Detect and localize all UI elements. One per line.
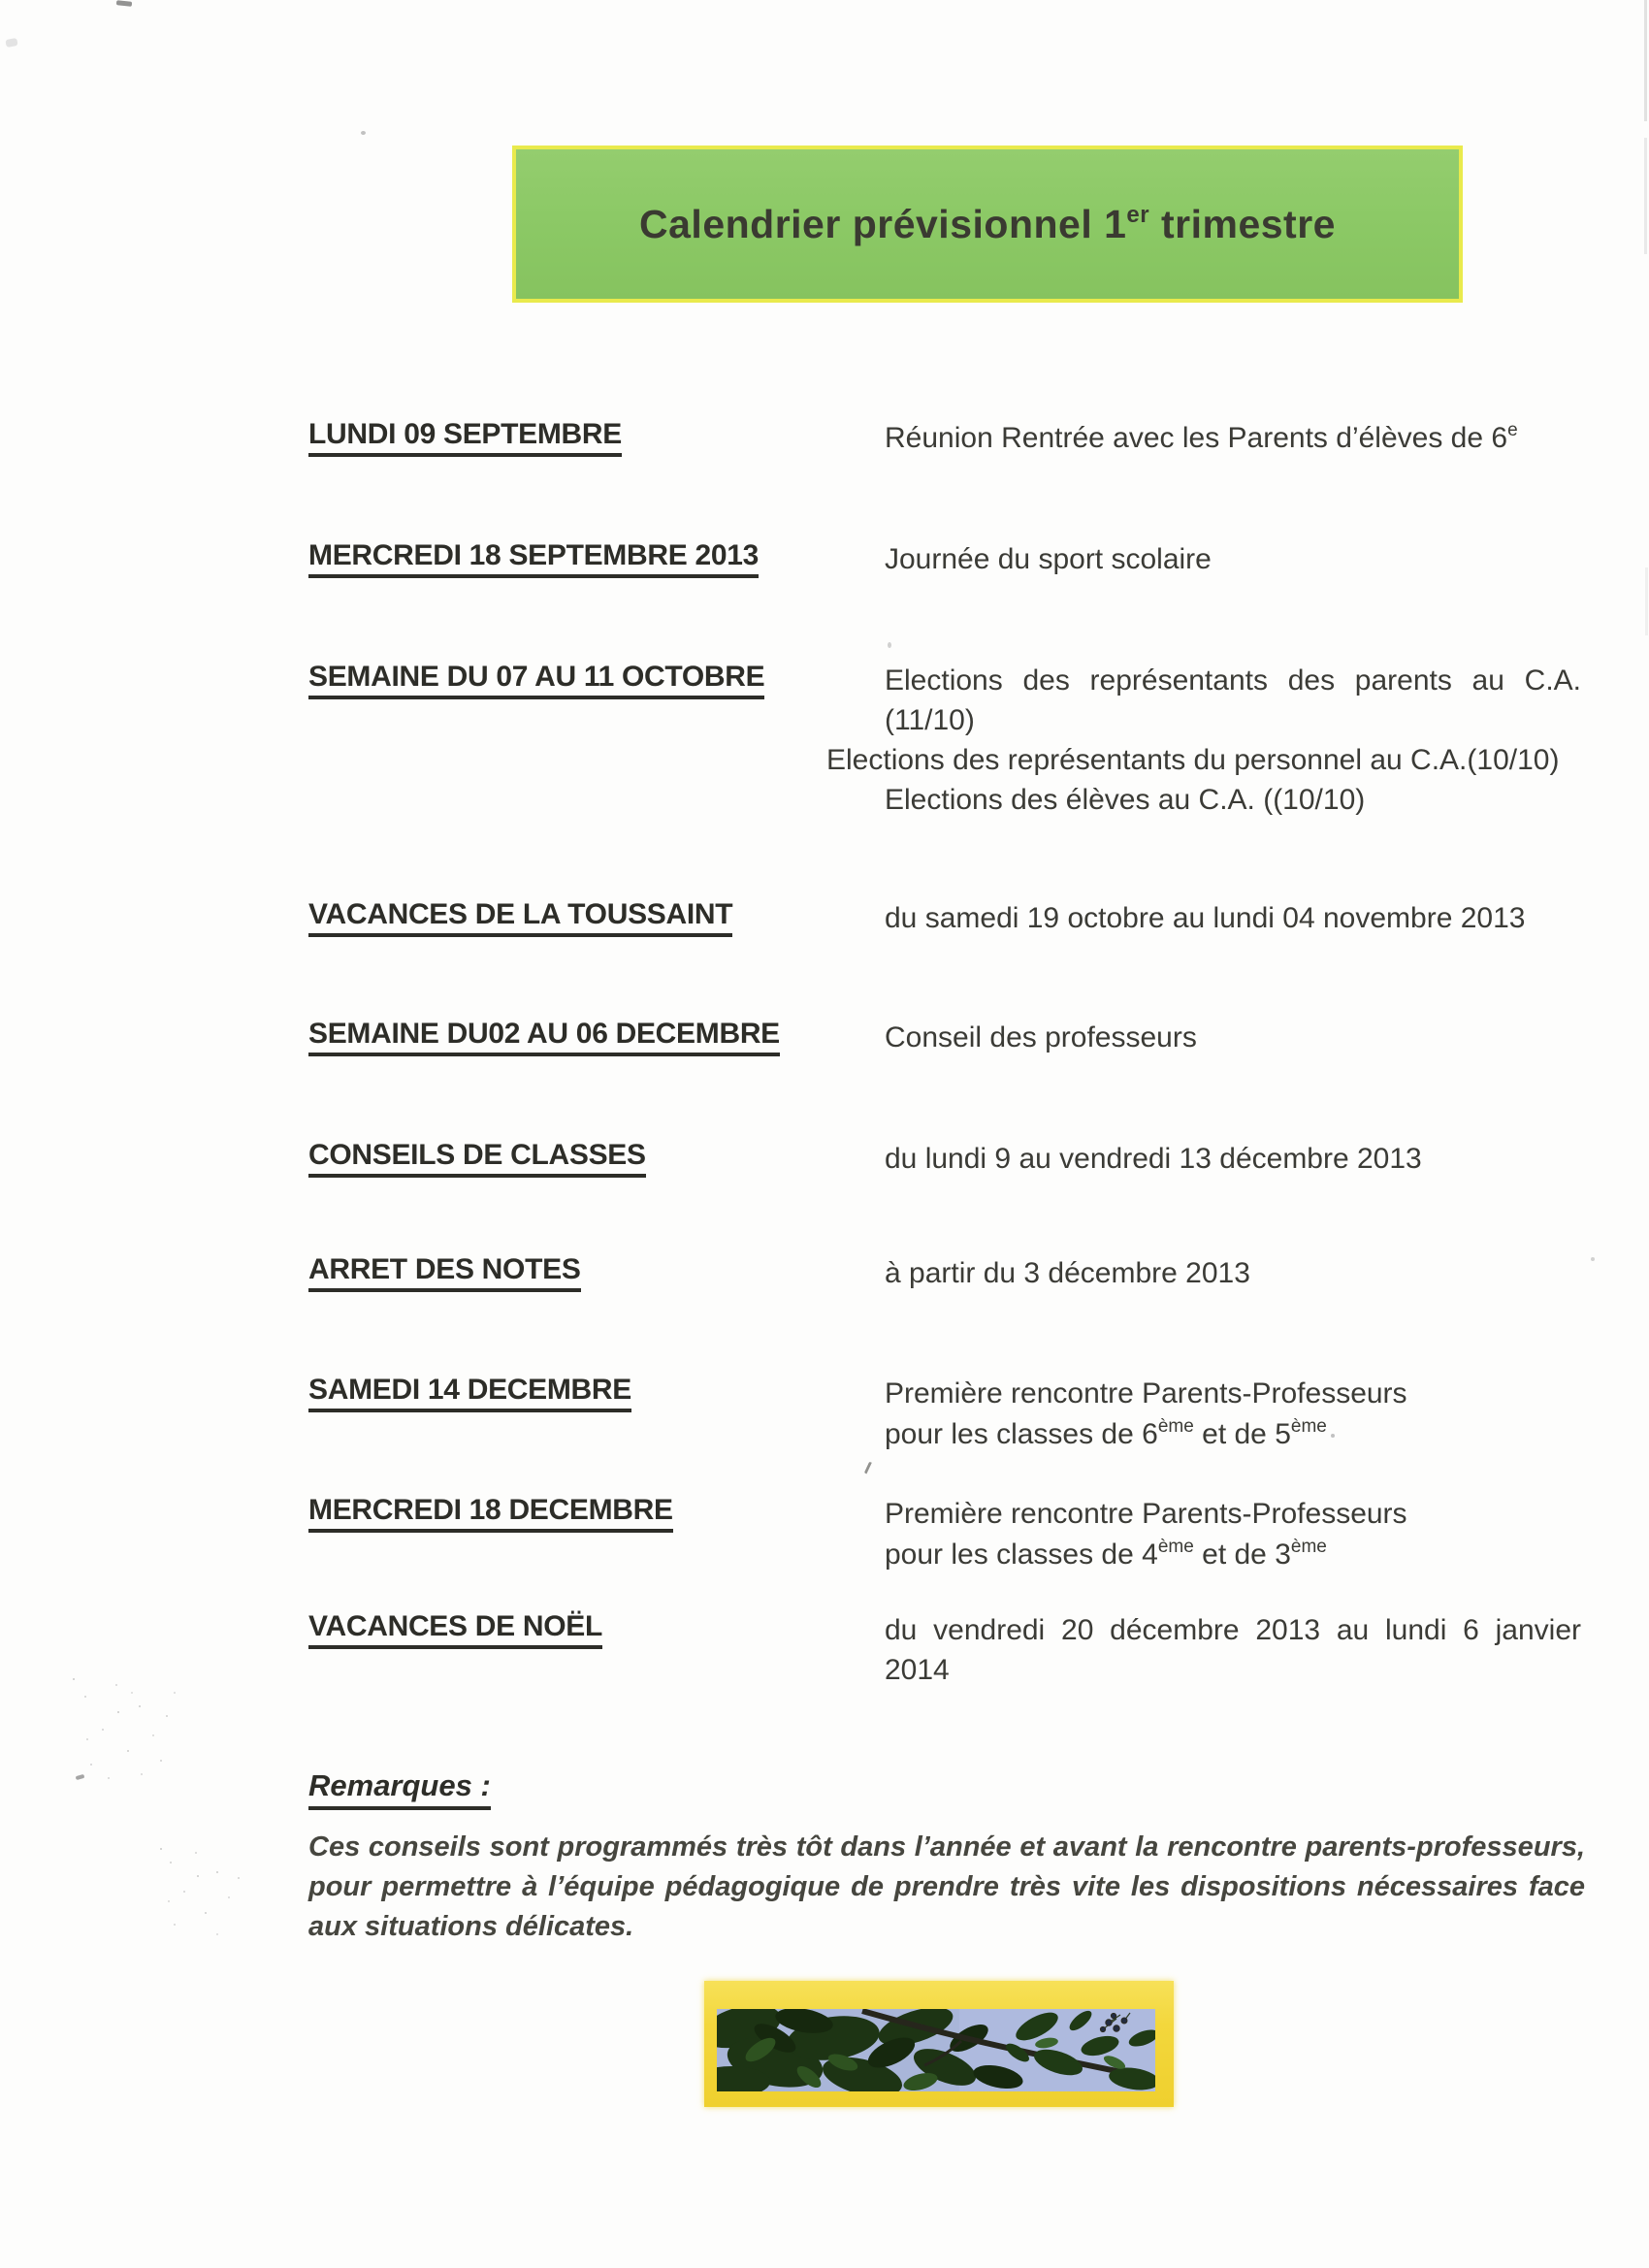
event-date-label: VACANCES DE NOËL [308,1610,883,1649]
event-date-label: ARRET DES NOTES [308,1253,883,1292]
event-date-label: LUNDI 09 SEPTEMBRE [308,418,883,457]
scan-speckle-cluster [73,1678,75,1680]
scan-speck [864,1461,879,1476]
event-description: du vendredi 20 décembre 2013 au lundi 6 janvier 2014 [885,1614,1581,1686]
scan-speck [76,1774,85,1780]
scan-speck [888,642,891,648]
scan-speck [1591,1257,1595,1261]
event-date-label: SAMEDI 14 DECEMBRE [308,1374,883,1412]
event-description: Conseil des professeurs [885,1021,1197,1053]
photo-frame [704,1981,1174,2107]
scan-speck [116,0,132,7]
event-description: Journée du sport scolaire [885,543,1212,575]
scan-speck [361,131,366,135]
page-title-superscript: er [1126,201,1150,228]
event-date-label: SEMAINE DU 07 AU 11 OCTOBRE [308,661,883,699]
event-date-label: MERCREDI 18 DECEMBRE [308,1494,883,1533]
scan-edge-artifact [1644,138,1647,254]
event-description: à partir du 3 décembre 2013 [885,1257,1250,1289]
event-date-label: MERCREDI 18 SEPTEMBRE 2013 [308,539,883,578]
page-title-text: Calendrier prévisionnel 1 [639,201,1127,246]
remarks-paragraph: Ces conseils sont programmés très tôt dans l’année et avant la rencontre parents-professeurs, pour permettre à l’équipe pédagogique de prendre très vite les dispositions nécessaires face aux situations délicates. [308,1831,1585,1942]
scan-speck [5,38,17,48]
event-date-label: VACANCES DE LA TOUSSAINT [308,898,883,937]
event-date-label: CONSEILS DE CLASSES [308,1139,883,1178]
title-banner [512,146,1463,303]
event-description: du lundi 9 au vendredi 13 décembre 2013 [885,1143,1422,1175]
scan-edge-artifact [1644,0,1647,121]
remarks-heading: Remarques : [308,1768,491,1810]
event-date-label: SEMAINE DU02 AU 06 DECEMBRE [308,1018,883,1056]
event-description: du samedi 19 octobre au lundi 04 novembre 2013 [885,902,1526,934]
page-title [639,202,1336,247]
foliage-photo [717,2009,1155,2091]
event-description: Elections des représentants des parents au C.A. (11/10) Elections des représentants du personnel au C.A.(10/10) Elections des élèves au C.A. ((10/10) [826,664,1581,816]
event-description: Première rencontre Parents-Professeurs pour les classes de 4ème et de 3ème [885,1498,1407,1571]
event-description: Réunion Rentrée avec les Parents d’élèves de 6e [885,420,1518,454]
scan-edge-artifact [1645,567,1648,635]
page-title-suffix: trimestre [1149,201,1336,246]
scan-speckle-cluster [160,1848,162,1850]
event-description: Première rencontre Parents-Professeurs pour les classes de 6ème et de 5ème [885,1377,1407,1450]
